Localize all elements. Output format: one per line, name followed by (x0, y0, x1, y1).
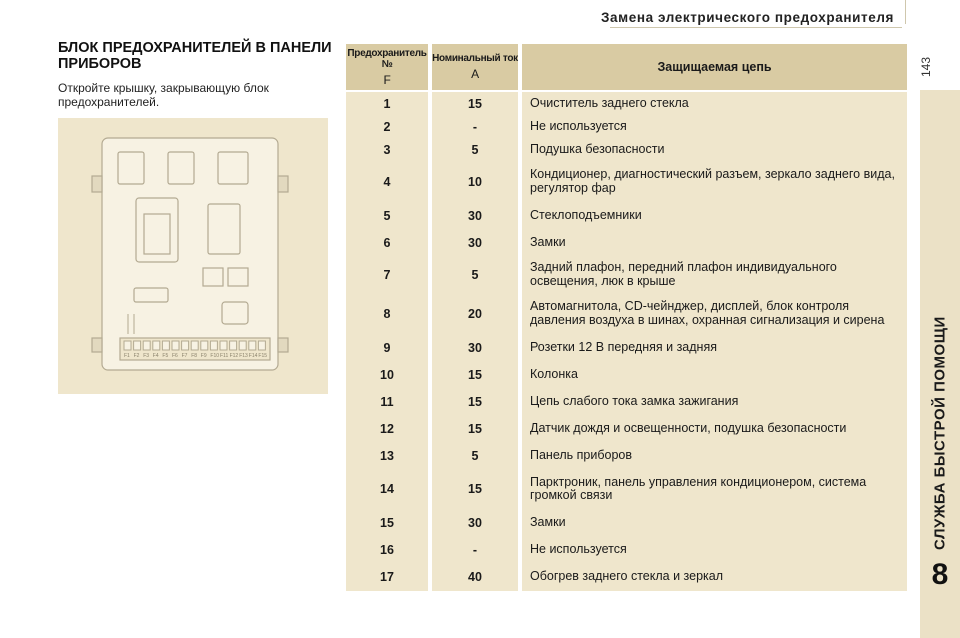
header-fuse-number (346, 44, 432, 92)
rated-current-cell: 15 (432, 92, 522, 115)
rated-current-cell: 10 (432, 161, 522, 202)
fuse-slot (239, 341, 246, 350)
fuse-number-cell: 15 (346, 509, 432, 536)
fuse-slot-label: F12 (229, 353, 239, 359)
fuse-slot-label: F9 (200, 353, 207, 359)
fuse-slot (220, 341, 227, 350)
fuse-slot (210, 341, 217, 350)
protected-circuit-cell: Задний плафон, передний плафон индивидуального освещения, люк в крыше (522, 256, 907, 293)
rated-current-cell: 15 (432, 415, 522, 442)
protected-circuit-cell: Розетки 12 В передняя и задняя (522, 334, 907, 361)
table-row (346, 563, 907, 591)
rated-current-cell: 15 (432, 361, 522, 388)
fuse-slot-label: F10 (210, 353, 220, 359)
rated-current-cell: 5 (432, 138, 522, 161)
protected-circuit-cell: Замки (522, 229, 907, 256)
fuse-number-cell: 10 (346, 361, 432, 388)
fuse-slot-label: F4 (152, 353, 159, 359)
table-row (346, 536, 907, 563)
header-fuse-label: Предохранитель № (347, 47, 427, 70)
table-row (346, 442, 907, 469)
fuse-slot-label: F6 (172, 353, 178, 359)
protected-circuit-cell: Цепь слабого тока замка зажигания (522, 388, 907, 415)
side-tab-label: СЛУЖБА БЫСТРОЙ ПОМОЩИ (931, 316, 949, 550)
fuse-number-cell: 7 (346, 256, 432, 293)
rated-current-cell: 20 (432, 293, 522, 334)
section-text: Откройте крышку, закрывающую блок предохранителей. (58, 81, 269, 109)
rated-current-cell: - (432, 115, 522, 138)
rated-current-cell: 30 (432, 229, 522, 256)
fuse-slot-label: F7 (181, 353, 188, 359)
protected-circuit-cell: Не используется (522, 115, 907, 138)
fuse-table (346, 44, 907, 591)
table-row (346, 293, 907, 334)
fuse-slot-label: F11 (220, 353, 229, 359)
fuse-number-cell: 17 (346, 563, 432, 591)
fuse-number-cell: 1 (346, 92, 432, 115)
fuse-slot (182, 341, 189, 350)
table-row (346, 388, 907, 415)
fuse-number-cell: 14 (346, 469, 432, 509)
chapter-number: 8 (931, 558, 949, 591)
fuse-slot-label: F5 (162, 353, 169, 359)
fuse-slot-label: F3 (143, 353, 150, 359)
protected-circuit-cell: Стеклоподъемники (522, 202, 907, 229)
fuse-slot-label: F14 (248, 353, 258, 359)
rated-current-cell: 15 (432, 388, 522, 415)
rated-current-cell: 40 (432, 563, 522, 591)
protected-circuit-cell: Парктроник, панель управления кондиционером, система громкой связи (522, 469, 907, 509)
fuse-box-diagram (58, 118, 328, 394)
fuse-slot (124, 341, 131, 350)
protected-circuit-cell: Автомагнитола, CD-чейнджер, дисплей, блок контроля давления воздуха в шинах, охранная сигнализация и сирена (522, 293, 907, 334)
table-row (346, 161, 907, 202)
protected-circuit-cell: Колонка (522, 361, 907, 388)
fuse-number-cell: 2 (346, 115, 432, 138)
table-row (346, 509, 907, 536)
protected-circuit-cell: Панель приборов (522, 442, 907, 469)
fuse-slot (258, 341, 265, 350)
protected-circuit-cell: Не используется (522, 536, 907, 563)
fuse-slot (153, 341, 160, 350)
fuse-number-cell: 4 (346, 161, 432, 202)
fuse-slot-label: F8 (191, 353, 198, 359)
rated-current-cell: 15 (432, 469, 522, 509)
protected-circuit-cell: Датчик дождя и освещенности, подушка безопасности (522, 415, 907, 442)
fuse-slot (191, 341, 198, 350)
fuse-number-cell: 6 (346, 229, 432, 256)
rated-current-cell: 5 (432, 256, 522, 293)
header-protected-circuit: Защищаемая цепь (522, 44, 907, 92)
table-header-row (346, 44, 907, 92)
header-title: Замена электрического предохранителя (600, 10, 894, 25)
fuse-slot (134, 341, 141, 350)
protected-circuit-cell: Очиститель заднего стекла (522, 92, 907, 115)
rated-current-cell: - (432, 536, 522, 563)
fuse-slot (172, 341, 179, 350)
header-rule (610, 27, 902, 28)
table-row (346, 229, 907, 256)
fuse-number-cell: 9 (346, 334, 432, 361)
fuse-number-cell: 16 (346, 536, 432, 563)
fuse-slot-label: F2 (133, 353, 140, 359)
protected-circuit-cell: Замки (522, 509, 907, 536)
rated-current-cell: 30 (432, 334, 522, 361)
table-row (346, 334, 907, 361)
table-row (346, 138, 907, 161)
fuse-number-cell: 11 (346, 388, 432, 415)
fuse-number-cell: 13 (346, 442, 432, 469)
table-row (346, 202, 907, 229)
fuse-slot (230, 341, 237, 350)
rated-current-cell: 30 (432, 202, 522, 229)
table-row (346, 415, 907, 442)
fuse-slot (143, 341, 150, 350)
header-current-unit: A (471, 67, 479, 81)
fuse-slot (249, 341, 256, 350)
header-fuse-unit: F (383, 72, 391, 87)
header-current-label: Номинальный ток (432, 53, 518, 64)
fuse-number-cell: 8 (346, 293, 432, 334)
fuse-number-cell: 3 (346, 138, 432, 161)
fuse-number-cell: 12 (346, 415, 432, 442)
table-row (346, 256, 907, 293)
fuse-slot (162, 341, 169, 350)
fuse-box-illustration (58, 118, 328, 394)
fuse-number-cell: 5 (346, 202, 432, 229)
header-rated-current (432, 44, 522, 92)
rated-current-cell: 30 (432, 509, 522, 536)
protected-circuit-cell: Обогрев заднего стекла и зеркал (522, 563, 907, 591)
fuse-slot-label: F15 (258, 353, 268, 359)
protected-circuit-cell: Подушка безопасности (522, 138, 907, 161)
table-row (346, 92, 907, 115)
fuse-slot (201, 341, 208, 350)
table-row (346, 361, 907, 388)
fuse-slot-label: F13 (239, 353, 248, 359)
table-row (346, 115, 907, 138)
fuse-slot-label: F1 (124, 353, 130, 359)
table-row (346, 469, 907, 509)
page-number: 143 (919, 56, 933, 78)
header-tick (905, 0, 906, 24)
protected-circuit-cell: Кондиционер, диагностический разъем, зеркало заднего вида, регулятор фар (522, 161, 907, 202)
section-title: БЛОК ПРЕДОХРАНИТЕЛЕЙ В ПАНЕЛИ ПРИБОРОВ (58, 40, 332, 72)
rated-current-cell: 5 (432, 442, 522, 469)
